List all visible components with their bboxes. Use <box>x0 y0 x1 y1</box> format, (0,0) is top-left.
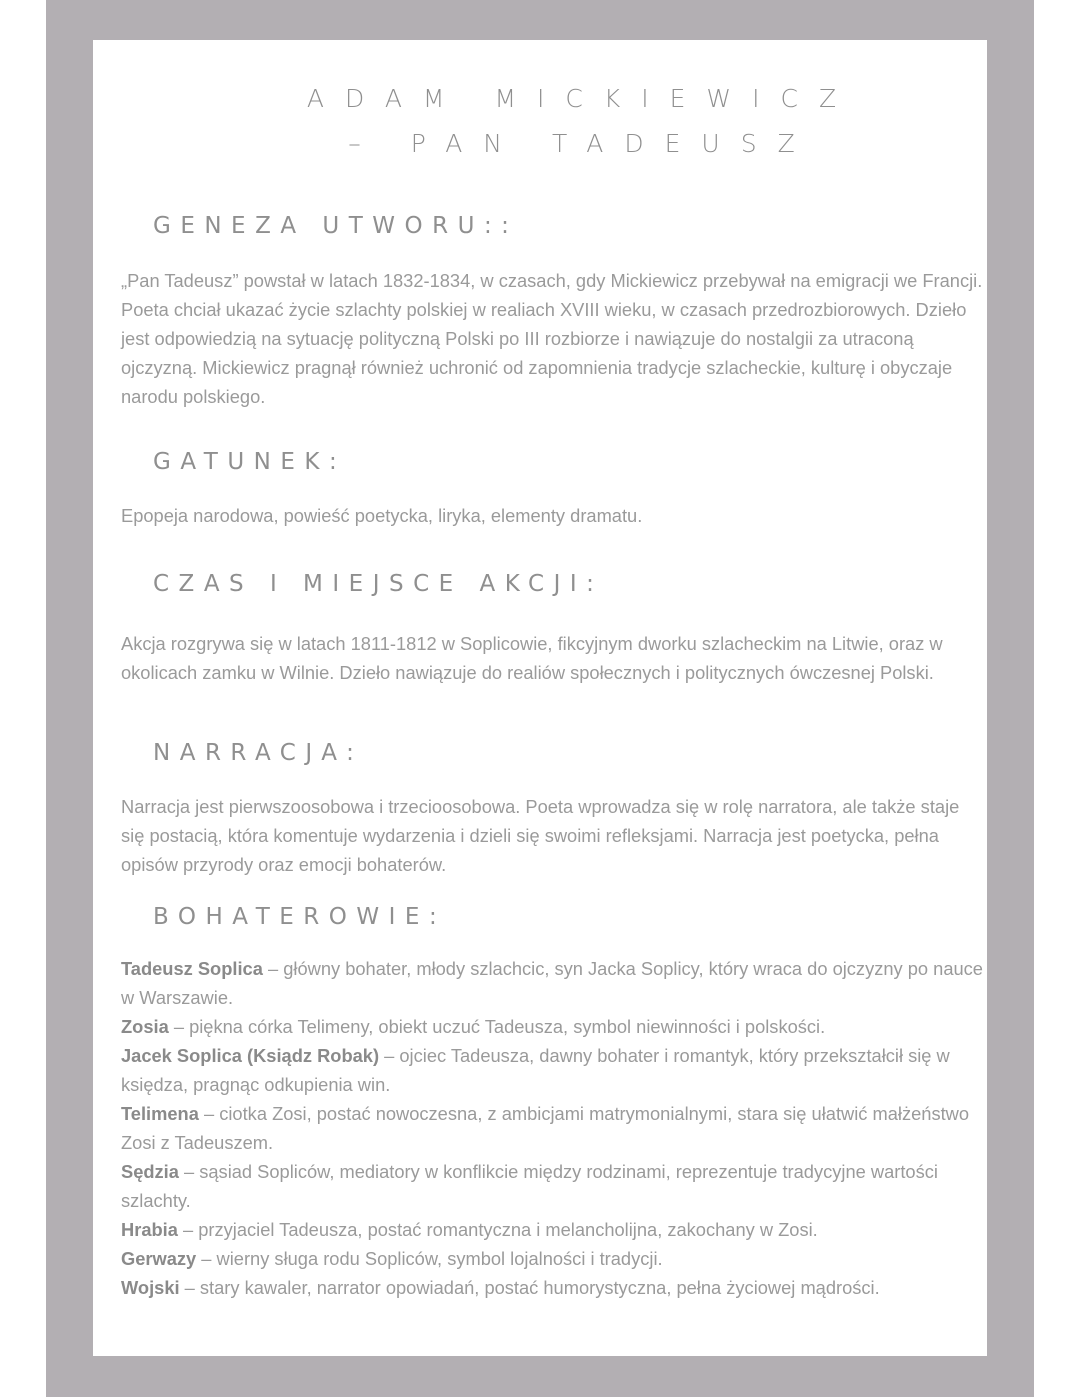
heading-czas: CZAS I MIEJSCE AKCJI: <box>153 571 604 597</box>
character-name: Zosia <box>121 1016 169 1037</box>
character-name: Gerwazy <box>121 1248 197 1269</box>
character-description: – wierny sługa rodu Sopliców, symbol lojalności i tradycji. <box>196 1248 663 1269</box>
character-name: Hrabia <box>121 1219 178 1240</box>
heading-bohaterowie: BOHATEROWIE: <box>153 904 447 930</box>
character-name: Telimena <box>121 1103 199 1124</box>
character-entry <box>121 1099 983 1157</box>
paragraph-narracja: Narracja jest pierwszoosobowa i trzecioosobowa. Poeta wprowadza się w rolę narratora, ale także staje się postacią, która komentuje wydarzenia i dzieli się swoimi refleksjami. Narracja jest poetycka, pełna opisów przyrody oraz emocji bohaterów. <box>121 796 960 875</box>
character-entry <box>121 1012 983 1041</box>
character-entry <box>121 1041 983 1099</box>
character-description: – główny bohater, młody szlachcic, syn Jacka Soplicy, który wraca do ojczyzny po nauce w Warszawie. <box>121 958 983 1008</box>
character-name: Tadeusz Soplica <box>121 958 263 979</box>
character-description: – piękna córka Telimeny, obiekt uczuć Tadeusza, symbol niewinności i polskości. <box>168 1016 826 1037</box>
character-entry <box>121 1215 983 1244</box>
character-list <box>121 954 983 1302</box>
character-description: – przyjaciel Tadeusza, postać romantyczna i melancholijna, zakochany w Zosi. <box>177 1219 818 1240</box>
character-name: Wojski <box>121 1277 180 1298</box>
character-description: – stary kawaler, narrator opowiadań, postać humorystyczna, pełna życiowej mądrości. <box>179 1277 880 1298</box>
character-description: – ciotka Zosi, postać nowoczesna, z ambicjami matrymonialnymi, stara się ułatwić małżeństwo Zosi z Tadeuszem. <box>121 1103 970 1153</box>
character-description: – ojciec Tadeusza, dawny bohater i romantyk, który przekształcił się w księdza, pragnąc odkupienia win. <box>121 1045 950 1095</box>
document-title-line-1: ADAM MICKIEWICZ <box>306 84 858 113</box>
heading-gatunek: GATUNEK: <box>153 449 347 475</box>
character-description: – sąsiad Sopliców, mediatory w konflikcie między rodzinami, reprezentuje tradycyjne wartości szlachty. <box>121 1161 938 1211</box>
document-page <box>93 40 987 1356</box>
character-name: Sędzia <box>121 1161 179 1182</box>
character-entry <box>121 1157 983 1215</box>
character-entry <box>121 1244 983 1273</box>
character-entry <box>121 954 983 1012</box>
heading-geneza: GENEZA UTWORU:: <box>153 213 519 239</box>
document-title-line-2: – PAN TADEUSZ <box>348 129 816 158</box>
character-entry <box>121 1273 983 1302</box>
paragraph-gatunek: Epopeja narodowa, powieść poetycka, liryka, elementy dramatu. <box>121 505 643 526</box>
character-name: Jacek Soplica (Ksiądz Robak) <box>121 1045 380 1066</box>
paragraph-geneza: „Pan Tadeusz” powstał w latach 1832-1834, w czasach, gdy Mickiewicz przebywał na emigracji we Francji. Poeta chciał ukazać życie szlachty polskiej w realiach XVIII wieku, w czasach przedrozbiorowych. Dzieło jest odpowiedzią na sytuację polityczną Polski po III rozbiorze i nawiązuje do nostalgii za utraconą ojczyzną. Mickiewicz pragnął również uchronić od zapomnienia tradycje szlacheckie, kulturę i obyczaje narodu polskiego. <box>121 270 983 407</box>
heading-narracja: NARRACJA: <box>153 740 364 766</box>
paragraph-czas: Akcja rozgrywa się w latach 1811-1812 w Soplicowie, fikcyjnym dworku szlacheckim na Litwie, oraz w okolicach zamku w Wilnie. Dzieło nawiązuje do realiów społecznych i politycznych ówczesnej Polski. <box>121 633 943 683</box>
